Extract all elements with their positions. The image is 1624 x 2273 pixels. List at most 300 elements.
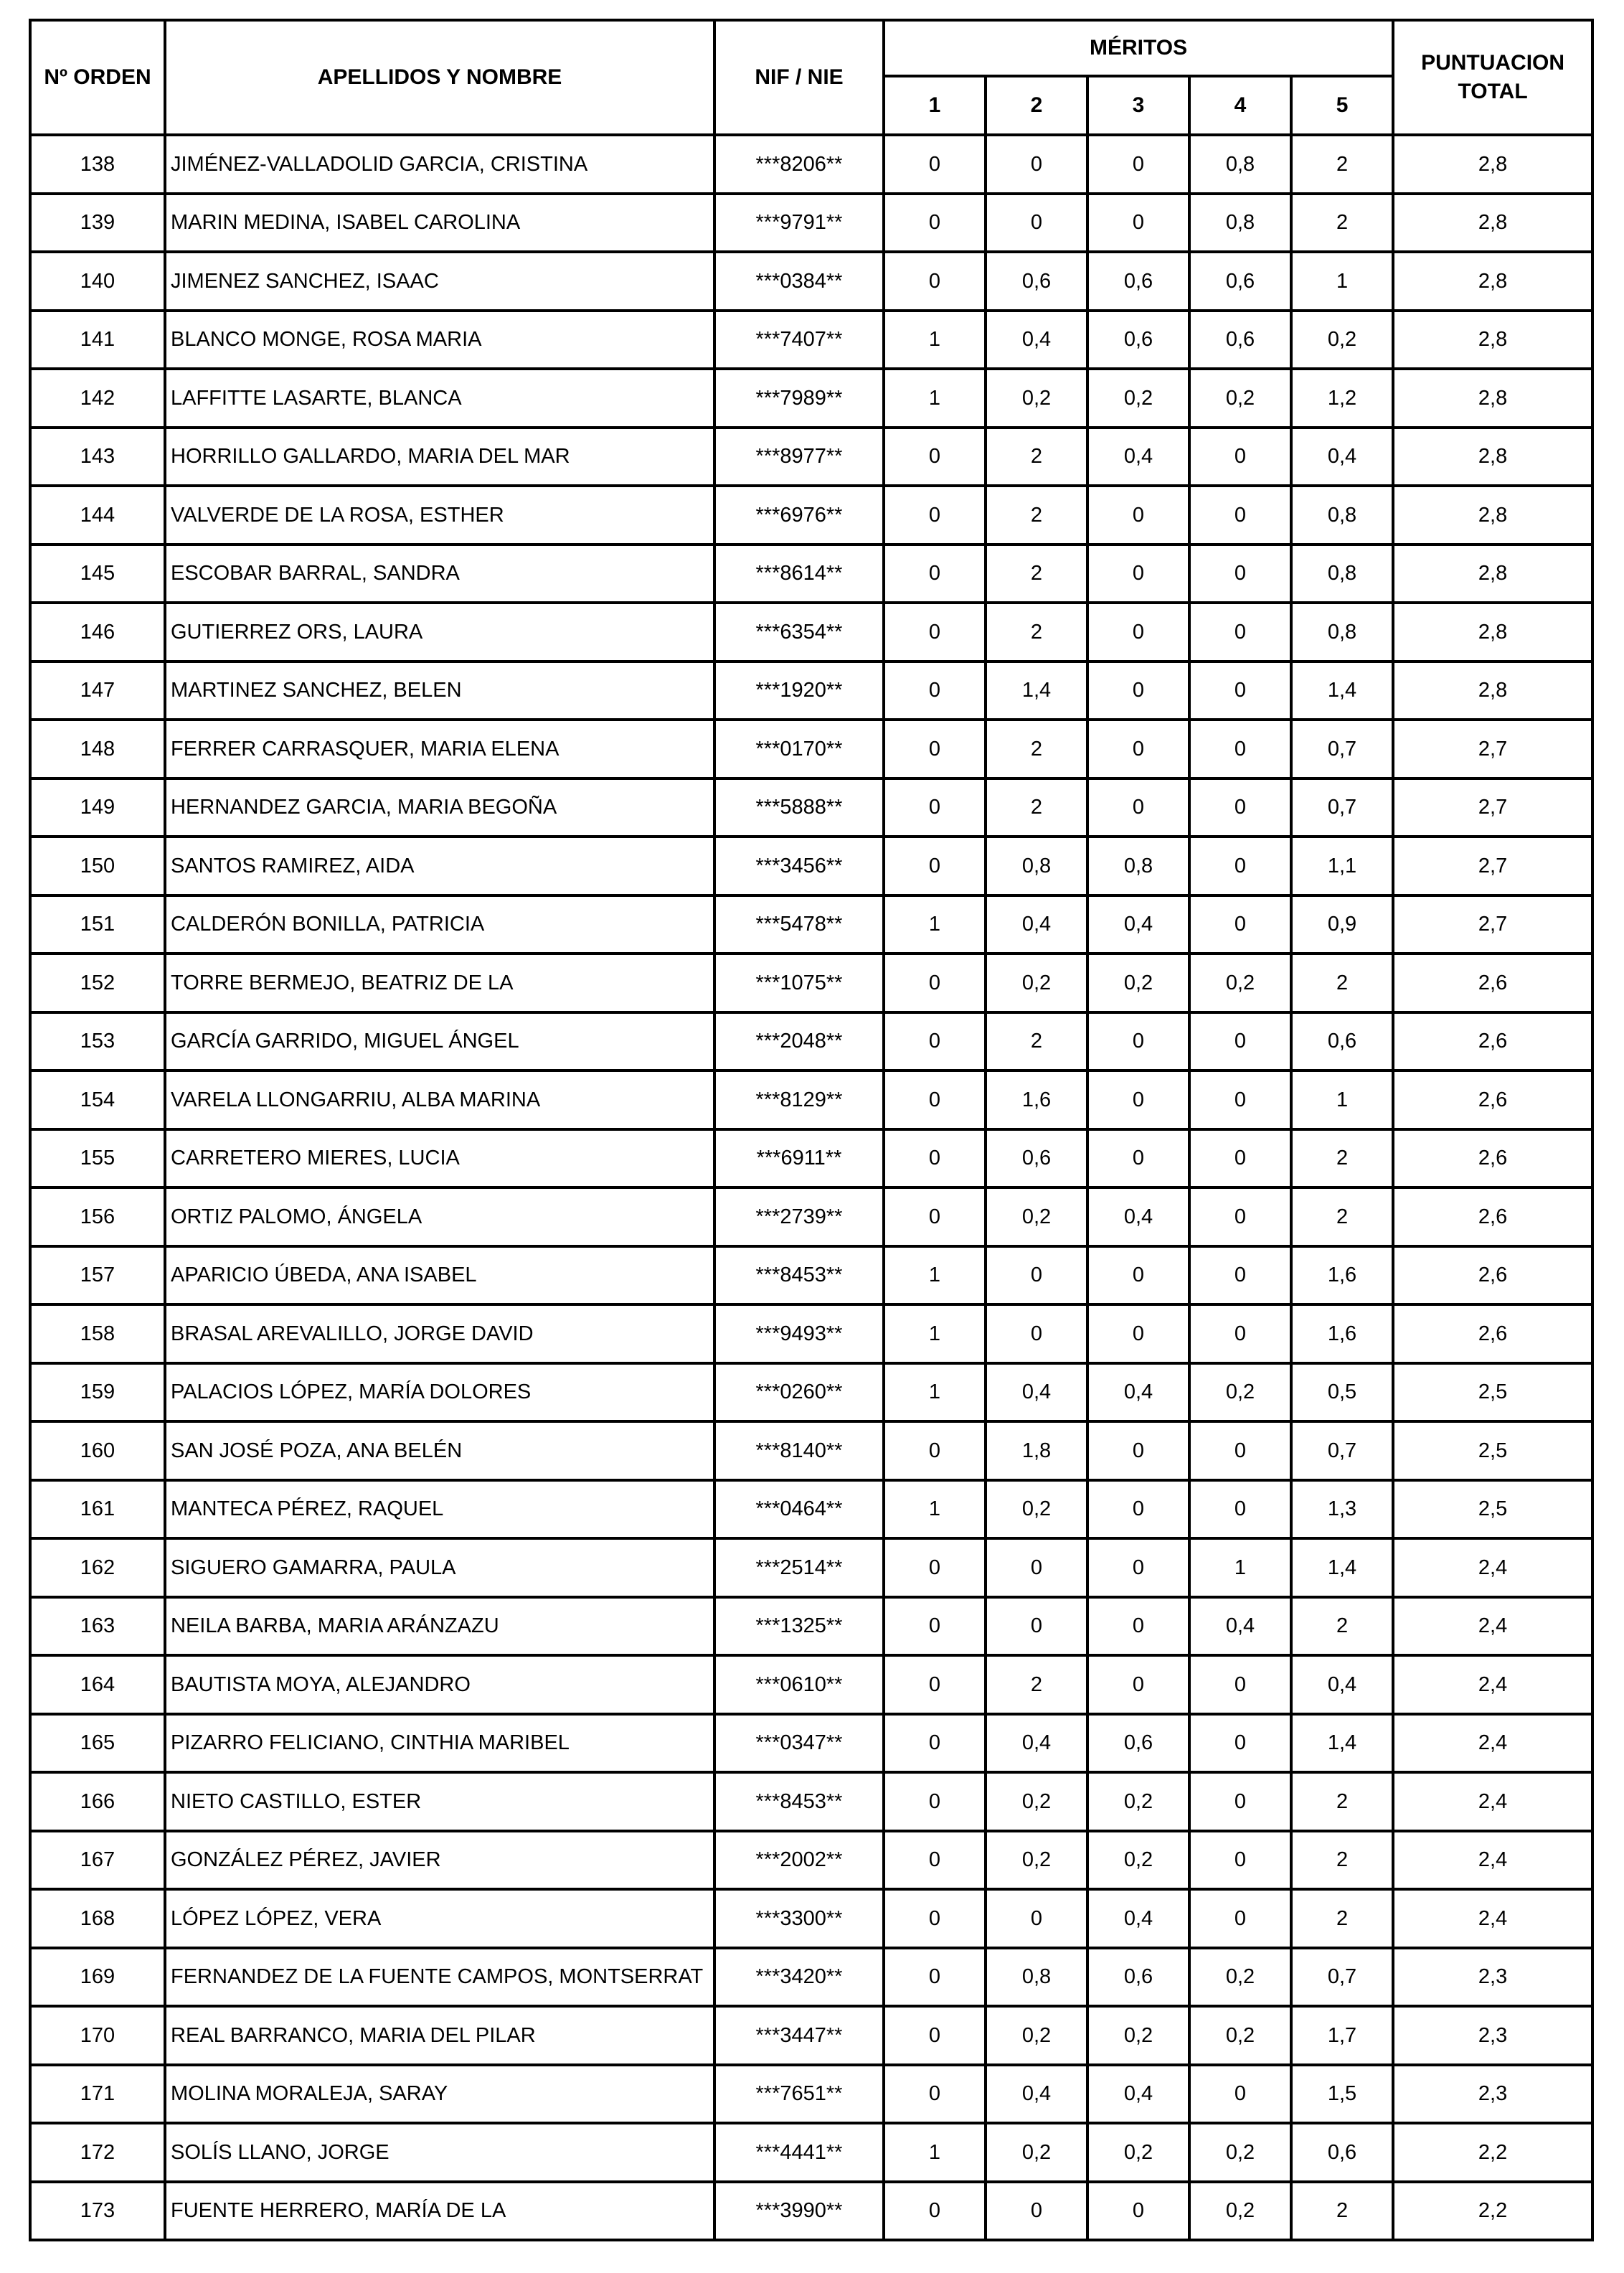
cell-merito-3: 0 <box>1087 778 1189 837</box>
cell-merito-2: 1,4 <box>986 662 1087 720</box>
cell-nombre: SIGUERO GAMARRA, PAULA <box>165 1538 714 1597</box>
cell-merito-2: 0 <box>986 1304 1087 1363</box>
cell-merito-4: 0 <box>1189 1070 1291 1129</box>
cell-orden: 168 <box>30 1889 165 1948</box>
cell-merito-3: 0 <box>1087 1538 1189 1597</box>
cell-merito-1: 1 <box>884 1480 986 1539</box>
cell-total: 2,4 <box>1393 1772 1592 1831</box>
cell-merito-1: 0 <box>884 1129 986 1188</box>
cell-merito-1: 1 <box>884 1304 986 1363</box>
cell-nombre: MOLINA MORALEJA, SARAY <box>165 2065 714 2124</box>
cell-merito-1: 1 <box>884 895 986 954</box>
cell-orden: 165 <box>30 1714 165 1773</box>
cell-nif: ***4441** <box>714 2123 884 2182</box>
cell-merito-2: 0 <box>986 1597 1087 1656</box>
cell-merito-1: 1 <box>884 1246 986 1305</box>
table-row <box>30 2006 1592 2065</box>
cell-merito-4: 0,2 <box>1189 369 1291 428</box>
cell-merito-2: 0,2 <box>986 1831 1087 1890</box>
cell-merito-5: 1,5 <box>1291 2065 1393 2124</box>
table-row <box>30 1948 1592 2007</box>
cell-merito-3: 0 <box>1087 2182 1189 2241</box>
cell-merito-1: 0 <box>884 1421 986 1480</box>
cell-merito-4: 1 <box>1189 1538 1291 1597</box>
cell-nombre: CALDERÓN BONILLA, PATRICIA <box>165 895 714 954</box>
cell-nif: ***2002** <box>714 1831 884 1890</box>
table-row <box>30 1538 1592 1597</box>
cell-orden: 150 <box>30 837 165 895</box>
cell-merito-2: 0,2 <box>986 1772 1087 1831</box>
cell-merito-3: 0,2 <box>1087 1772 1189 1831</box>
cell-merito-4: 0 <box>1189 1421 1291 1480</box>
cell-merito-5: 1,4 <box>1291 662 1393 720</box>
cell-orden: 161 <box>30 1480 165 1539</box>
table-body <box>30 135 1592 2240</box>
cell-merito-4: 0 <box>1189 1129 1291 1188</box>
cell-merito-2: 0,4 <box>986 1363 1087 1422</box>
cell-merito-1: 1 <box>884 2123 986 2182</box>
cell-nombre: MARIN MEDINA, ISABEL CAROLINA <box>165 194 714 253</box>
cell-nif: ***8206** <box>714 135 884 194</box>
table-row <box>30 954 1592 1012</box>
cell-orden: 149 <box>30 778 165 837</box>
cell-merito-5: 2 <box>1291 1772 1393 1831</box>
cell-orden: 140 <box>30 252 165 311</box>
cell-merito-5: 1,1 <box>1291 837 1393 895</box>
table-row <box>30 1304 1592 1363</box>
cell-merito-4: 0 <box>1189 603 1291 662</box>
cell-nombre: ORTIZ PALOMO, ÁNGELA <box>165 1187 714 1246</box>
cell-total: 2,6 <box>1393 1070 1592 1129</box>
cell-nombre: FUENTE HERRERO, MARÍA DE LA <box>165 2182 714 2241</box>
cell-nif: ***2514** <box>714 1538 884 1597</box>
cell-orden: 167 <box>30 1831 165 1890</box>
cell-merito-4: 0 <box>1189 428 1291 486</box>
cell-orden: 172 <box>30 2123 165 2182</box>
cell-nombre: HERNANDEZ GARCIA, MARIA BEGOÑA <box>165 778 714 837</box>
cell-merito-4: 0,8 <box>1189 194 1291 253</box>
cell-merito-1: 0 <box>884 1889 986 1948</box>
cell-merito-2: 0,4 <box>986 895 1087 954</box>
cell-orden: 159 <box>30 1363 165 1422</box>
cell-merito-2: 0,4 <box>986 2065 1087 2124</box>
cell-merito-1: 1 <box>884 369 986 428</box>
cell-merito-1: 0 <box>884 1772 986 1831</box>
cell-merito-5: 1 <box>1291 1070 1393 1129</box>
cell-merito-2: 0 <box>986 1246 1087 1305</box>
cell-total: 2,7 <box>1393 895 1592 954</box>
cell-orden: 157 <box>30 1246 165 1305</box>
cell-total: 2,2 <box>1393 2182 1592 2241</box>
table-row <box>30 778 1592 837</box>
cell-merito-4: 0 <box>1189 778 1291 837</box>
cell-merito-2: 0,8 <box>986 1948 1087 2007</box>
cell-merito-4: 0,2 <box>1189 1948 1291 2007</box>
table-row <box>30 1480 1592 1539</box>
cell-merito-3: 0,2 <box>1087 369 1189 428</box>
cell-nombre: GONZÁLEZ PÉREZ, JAVIER <box>165 1831 714 1890</box>
cell-merito-2: 0,4 <box>986 311 1087 370</box>
cell-nombre: VARELA LLONGARRIU, ALBA MARINA <box>165 1070 714 1129</box>
header-merito-4: 4 <box>1189 76 1291 135</box>
cell-merito-3: 0,6 <box>1087 252 1189 311</box>
cell-merito-5: 1 <box>1291 252 1393 311</box>
cell-nombre: NEILA BARBA, MARIA ARÁNZAZU <box>165 1597 714 1656</box>
cell-total: 2,8 <box>1393 486 1592 545</box>
cell-orden: 139 <box>30 194 165 253</box>
cell-total: 2,8 <box>1393 252 1592 311</box>
cell-merito-3: 0,2 <box>1087 2123 1189 2182</box>
cell-merito-2: 2 <box>986 778 1087 837</box>
table-row <box>30 1129 1592 1188</box>
cell-merito-2: 2 <box>986 603 1087 662</box>
cell-total: 2,7 <box>1393 720 1592 778</box>
cell-orden: 169 <box>30 1948 165 2007</box>
cell-merito-2: 2 <box>986 1655 1087 1714</box>
cell-merito-3: 0 <box>1087 720 1189 778</box>
cell-merito-4: 0 <box>1189 1304 1291 1363</box>
table-row <box>30 252 1592 311</box>
cell-orden: 146 <box>30 603 165 662</box>
cell-orden: 173 <box>30 2182 165 2241</box>
cell-merito-1: 0 <box>884 2006 986 2065</box>
cell-nif: ***0347** <box>714 1714 884 1773</box>
cell-total: 2,4 <box>1393 1538 1592 1597</box>
cell-orden: 170 <box>30 2006 165 2065</box>
cell-merito-3: 0 <box>1087 662 1189 720</box>
cell-merito-3: 0,4 <box>1087 2065 1189 2124</box>
cell-merito-4: 0 <box>1189 1772 1291 1831</box>
cell-merito-5: 2 <box>1291 194 1393 253</box>
header-merito-5: 5 <box>1291 76 1393 135</box>
cell-nombre: TORRE BERMEJO, BEATRIZ DE LA <box>165 954 714 1012</box>
cell-merito-5: 0,9 <box>1291 895 1393 954</box>
cell-merito-1: 0 <box>884 720 986 778</box>
cell-merito-1: 1 <box>884 1363 986 1422</box>
cell-merito-4: 0 <box>1189 1246 1291 1305</box>
table-row <box>30 1246 1592 1305</box>
cell-orden: 164 <box>30 1655 165 1714</box>
cell-merito-1: 0 <box>884 1538 986 1597</box>
cell-nif: ***6911** <box>714 1129 884 1188</box>
cell-merito-5: 2 <box>1291 1597 1393 1656</box>
cell-nif: ***6976** <box>714 486 884 545</box>
cell-merito-2: 0,6 <box>986 252 1087 311</box>
cell-nombre: CARRETERO MIERES, LUCIA <box>165 1129 714 1188</box>
cell-nif: ***0260** <box>714 1363 884 1422</box>
cell-total: 2,3 <box>1393 2065 1592 2124</box>
cell-merito-1: 0 <box>884 778 986 837</box>
table-row <box>30 662 1592 720</box>
cell-merito-5: 1,4 <box>1291 1538 1393 1597</box>
cell-merito-3: 0 <box>1087 1012 1189 1071</box>
cell-merito-5: 0,8 <box>1291 486 1393 545</box>
cell-merito-5: 2 <box>1291 135 1393 194</box>
cell-nif: ***9493** <box>714 1304 884 1363</box>
cell-total: 2,6 <box>1393 1187 1592 1246</box>
cell-total: 2,6 <box>1393 1012 1592 1071</box>
table-row <box>30 1070 1592 1129</box>
cell-nombre: NIETO CASTILLO, ESTER <box>165 1772 714 1831</box>
table-header <box>30 20 1592 135</box>
cell-nombre: BLANCO MONGE, ROSA MARIA <box>165 311 714 370</box>
cell-merito-2: 0,2 <box>986 1187 1087 1246</box>
cell-merito-4: 0,2 <box>1189 2006 1291 2065</box>
cell-merito-2: 0,8 <box>986 837 1087 895</box>
cell-total: 2,5 <box>1393 1363 1592 1422</box>
cell-merito-1: 0 <box>884 486 986 545</box>
table-row <box>30 486 1592 545</box>
header-merito-1: 1 <box>884 76 986 135</box>
cell-nombre: PIZARRO FELICIANO, CINTHIA MARIBEL <box>165 1714 714 1773</box>
cell-merito-5: 1,6 <box>1291 1246 1393 1305</box>
cell-total: 2,8 <box>1393 545 1592 603</box>
cell-total: 2,4 <box>1393 1597 1592 1656</box>
cell-merito-5: 2 <box>1291 954 1393 1012</box>
cell-nombre: SOLÍS LLANO, JORGE <box>165 2123 714 2182</box>
cell-merito-5: 0,2 <box>1291 311 1393 370</box>
cell-nif: ***3300** <box>714 1889 884 1948</box>
cell-nif: ***3990** <box>714 2182 884 2241</box>
cell-nombre: APARICIO ÚBEDA, ANA ISABEL <box>165 1246 714 1305</box>
cell-orden: 148 <box>30 720 165 778</box>
cell-nif: ***5478** <box>714 895 884 954</box>
cell-merito-2: 0 <box>986 2182 1087 2241</box>
cell-merito-2: 0,2 <box>986 954 1087 1012</box>
cell-merito-3: 0,6 <box>1087 1714 1189 1773</box>
cell-nif: ***1325** <box>714 1597 884 1656</box>
table-row <box>30 194 1592 253</box>
cell-merito-4: 0 <box>1189 1714 1291 1773</box>
scores-table <box>29 19 1594 2241</box>
cell-merito-4: 0 <box>1189 1480 1291 1539</box>
cell-orden: 163 <box>30 1597 165 1656</box>
table-row <box>30 1187 1592 1246</box>
cell-merito-5: 1,7 <box>1291 2006 1393 2065</box>
cell-merito-3: 0 <box>1087 1480 1189 1539</box>
cell-nif: ***2739** <box>714 1187 884 1246</box>
table-row <box>30 369 1592 428</box>
cell-merito-4: 0 <box>1189 1655 1291 1714</box>
cell-total: 2,8 <box>1393 135 1592 194</box>
cell-nombre: FERRER CARRASQUER, MARIA ELENA <box>165 720 714 778</box>
cell-merito-2: 0,2 <box>986 1480 1087 1539</box>
cell-merito-2: 2 <box>986 545 1087 603</box>
cell-merito-4: 0 <box>1189 545 1291 603</box>
cell-total: 2,4 <box>1393 1714 1592 1773</box>
cell-total: 2,4 <box>1393 1655 1592 1714</box>
cell-merito-1: 0 <box>884 1012 986 1071</box>
cell-orden: 142 <box>30 369 165 428</box>
cell-orden: 155 <box>30 1129 165 1188</box>
cell-merito-2: 0 <box>986 1538 1087 1597</box>
cell-nif: ***8129** <box>714 1070 884 1129</box>
cell-nif: ***8453** <box>714 1246 884 1305</box>
cell-nombre: HORRILLO GALLARDO, MARIA DEL MAR <box>165 428 714 486</box>
cell-merito-1: 0 <box>884 545 986 603</box>
cell-nif: ***6354** <box>714 603 884 662</box>
cell-nif: ***3456** <box>714 837 884 895</box>
cell-merito-3: 0 <box>1087 1129 1189 1188</box>
cell-merito-3: 0,4 <box>1087 1187 1189 1246</box>
cell-merito-3: 0 <box>1087 1421 1189 1480</box>
header-nombre: APELLIDOS Y NOMBRE <box>165 20 714 135</box>
cell-total: 2,8 <box>1393 428 1592 486</box>
table-row <box>30 720 1592 778</box>
cell-merito-5: 0,7 <box>1291 778 1393 837</box>
cell-orden: 166 <box>30 1772 165 1831</box>
cell-merito-3: 0,8 <box>1087 837 1189 895</box>
cell-nombre: JIMENEZ SANCHEZ, ISAAC <box>165 252 714 311</box>
cell-merito-5: 0,8 <box>1291 603 1393 662</box>
cell-merito-5: 0,7 <box>1291 1948 1393 2007</box>
cell-total: 2,6 <box>1393 1129 1592 1188</box>
cell-total: 2,5 <box>1393 1480 1592 1539</box>
cell-merito-3: 0,6 <box>1087 311 1189 370</box>
cell-nif: ***2048** <box>714 1012 884 1071</box>
cell-merito-4: 0 <box>1189 486 1291 545</box>
header-meritos: MÉRITOS <box>884 20 1393 76</box>
cell-orden: 141 <box>30 311 165 370</box>
cell-merito-1: 0 <box>884 135 986 194</box>
table-row <box>30 2182 1592 2241</box>
cell-merito-4: 0 <box>1189 837 1291 895</box>
table-row <box>30 837 1592 895</box>
table-row <box>30 1363 1592 1422</box>
cell-merito-3: 0,4 <box>1087 1889 1189 1948</box>
cell-nombre: SAN JOSÉ POZA, ANA BELÉN <box>165 1421 714 1480</box>
cell-nombre: BAUTISTA MOYA, ALEJANDRO <box>165 1655 714 1714</box>
cell-merito-5: 0,4 <box>1291 1655 1393 1714</box>
cell-merito-4: 0 <box>1189 1012 1291 1071</box>
cell-merito-5: 0,8 <box>1291 545 1393 603</box>
cell-nif: ***0464** <box>714 1480 884 1539</box>
cell-merito-4: 0,2 <box>1189 2182 1291 2241</box>
cell-merito-3: 0 <box>1087 486 1189 545</box>
cell-total: 2,8 <box>1393 194 1592 253</box>
cell-nombre: JIMÉNEZ-VALLADOLID GARCIA, CRISTINA <box>165 135 714 194</box>
cell-merito-4: 0,2 <box>1189 1363 1291 1422</box>
table-row <box>30 2065 1592 2124</box>
cell-total: 2,2 <box>1393 2123 1592 2182</box>
cell-merito-5: 0,7 <box>1291 720 1393 778</box>
cell-nombre: PALACIOS LÓPEZ, MARÍA DOLORES <box>165 1363 714 1422</box>
cell-merito-4: 0,6 <box>1189 311 1291 370</box>
cell-merito-3: 0 <box>1087 1070 1189 1129</box>
cell-orden: 138 <box>30 135 165 194</box>
cell-nombre: REAL BARRANCO, MARIA DEL PILAR <box>165 2006 714 2065</box>
cell-nif: ***3420** <box>714 1948 884 2007</box>
cell-merito-5: 1,2 <box>1291 369 1393 428</box>
cell-merito-1: 0 <box>884 1948 986 2007</box>
cell-merito-2: 0,2 <box>986 2123 1087 2182</box>
cell-total: 2,4 <box>1393 1889 1592 1948</box>
cell-total: 2,8 <box>1393 311 1592 370</box>
table-row <box>30 603 1592 662</box>
header-orden: Nº ORDEN <box>30 20 165 135</box>
cell-nif: ***3447** <box>714 2006 884 2065</box>
cell-merito-1: 0 <box>884 194 986 253</box>
cell-orden: 158 <box>30 1304 165 1363</box>
table-row <box>30 135 1592 194</box>
cell-nif: ***8977** <box>714 428 884 486</box>
cell-merito-1: 1 <box>884 311 986 370</box>
cell-nif: ***1075** <box>714 954 884 1012</box>
cell-nombre: GARCÍA GARRIDO, MIGUEL ÁNGEL <box>165 1012 714 1071</box>
cell-merito-1: 0 <box>884 1655 986 1714</box>
cell-merito-4: 0 <box>1189 662 1291 720</box>
cell-merito-2: 2 <box>986 720 1087 778</box>
cell-total: 2,3 <box>1393 1948 1592 2007</box>
cell-nif: ***1920** <box>714 662 884 720</box>
cell-merito-3: 0 <box>1087 135 1189 194</box>
cell-merito-5: 0,5 <box>1291 1363 1393 1422</box>
cell-total: 2,7 <box>1393 837 1592 895</box>
cell-merito-3: 0,4 <box>1087 895 1189 954</box>
cell-total: 2,8 <box>1393 369 1592 428</box>
cell-merito-2: 1,8 <box>986 1421 1087 1480</box>
cell-merito-3: 0 <box>1087 1246 1189 1305</box>
cell-total: 2,6 <box>1393 1246 1592 1305</box>
cell-merito-4: 0 <box>1189 2065 1291 2124</box>
table-row <box>30 1655 1592 1714</box>
cell-merito-1: 0 <box>884 603 986 662</box>
cell-merito-5: 1,6 <box>1291 1304 1393 1363</box>
cell-merito-3: 0,2 <box>1087 1831 1189 1890</box>
table-row <box>30 1772 1592 1831</box>
cell-merito-4: 0,2 <box>1189 954 1291 1012</box>
cell-total: 2,8 <box>1393 603 1592 662</box>
cell-nif: ***5888** <box>714 778 884 837</box>
header-nif: NIF / NIE <box>714 20 884 135</box>
cell-merito-5: 0,6 <box>1291 1012 1393 1071</box>
cell-nombre: FERNANDEZ DE LA FUENTE CAMPOS, MONTSERRAT <box>165 1948 714 2007</box>
cell-merito-3: 0,4 <box>1087 428 1189 486</box>
table-row <box>30 2123 1592 2182</box>
cell-total: 2,7 <box>1393 778 1592 837</box>
cell-nif: ***7651** <box>714 2065 884 2124</box>
cell-merito-1: 0 <box>884 252 986 311</box>
cell-nif: ***8614** <box>714 545 884 603</box>
cell-merito-1: 0 <box>884 662 986 720</box>
cell-nif: ***0610** <box>714 1655 884 1714</box>
cell-merito-3: 0,4 <box>1087 1363 1189 1422</box>
cell-merito-5: 2 <box>1291 2182 1393 2241</box>
table-row <box>30 311 1592 370</box>
table-row <box>30 1012 1592 1071</box>
cell-merito-4: 0,4 <box>1189 1597 1291 1656</box>
cell-nombre: MARTINEZ SANCHEZ, BELEN <box>165 662 714 720</box>
cell-merito-3: 0 <box>1087 194 1189 253</box>
cell-nombre: SANTOS RAMIREZ, AIDA <box>165 837 714 895</box>
cell-total: 2,3 <box>1393 2006 1592 2065</box>
cell-nif: ***0384** <box>714 252 884 311</box>
cell-merito-2: 0,2 <box>986 369 1087 428</box>
cell-merito-5: 0,6 <box>1291 2123 1393 2182</box>
cell-nif: ***7407** <box>714 311 884 370</box>
table-row <box>30 1421 1592 1480</box>
cell-merito-4: 0 <box>1189 1889 1291 1948</box>
cell-merito-3: 0 <box>1087 1304 1189 1363</box>
table-row <box>30 1889 1592 1948</box>
cell-nombre: ESCOBAR BARRAL, SANDRA <box>165 545 714 603</box>
cell-merito-4: 0,2 <box>1189 2123 1291 2182</box>
cell-nombre: LAFFITTE LASARTE, BLANCA <box>165 369 714 428</box>
table-row <box>30 1714 1592 1773</box>
cell-merito-2: 1,6 <box>986 1070 1087 1129</box>
cell-merito-1: 0 <box>884 1714 986 1773</box>
cell-nif: ***7989** <box>714 369 884 428</box>
